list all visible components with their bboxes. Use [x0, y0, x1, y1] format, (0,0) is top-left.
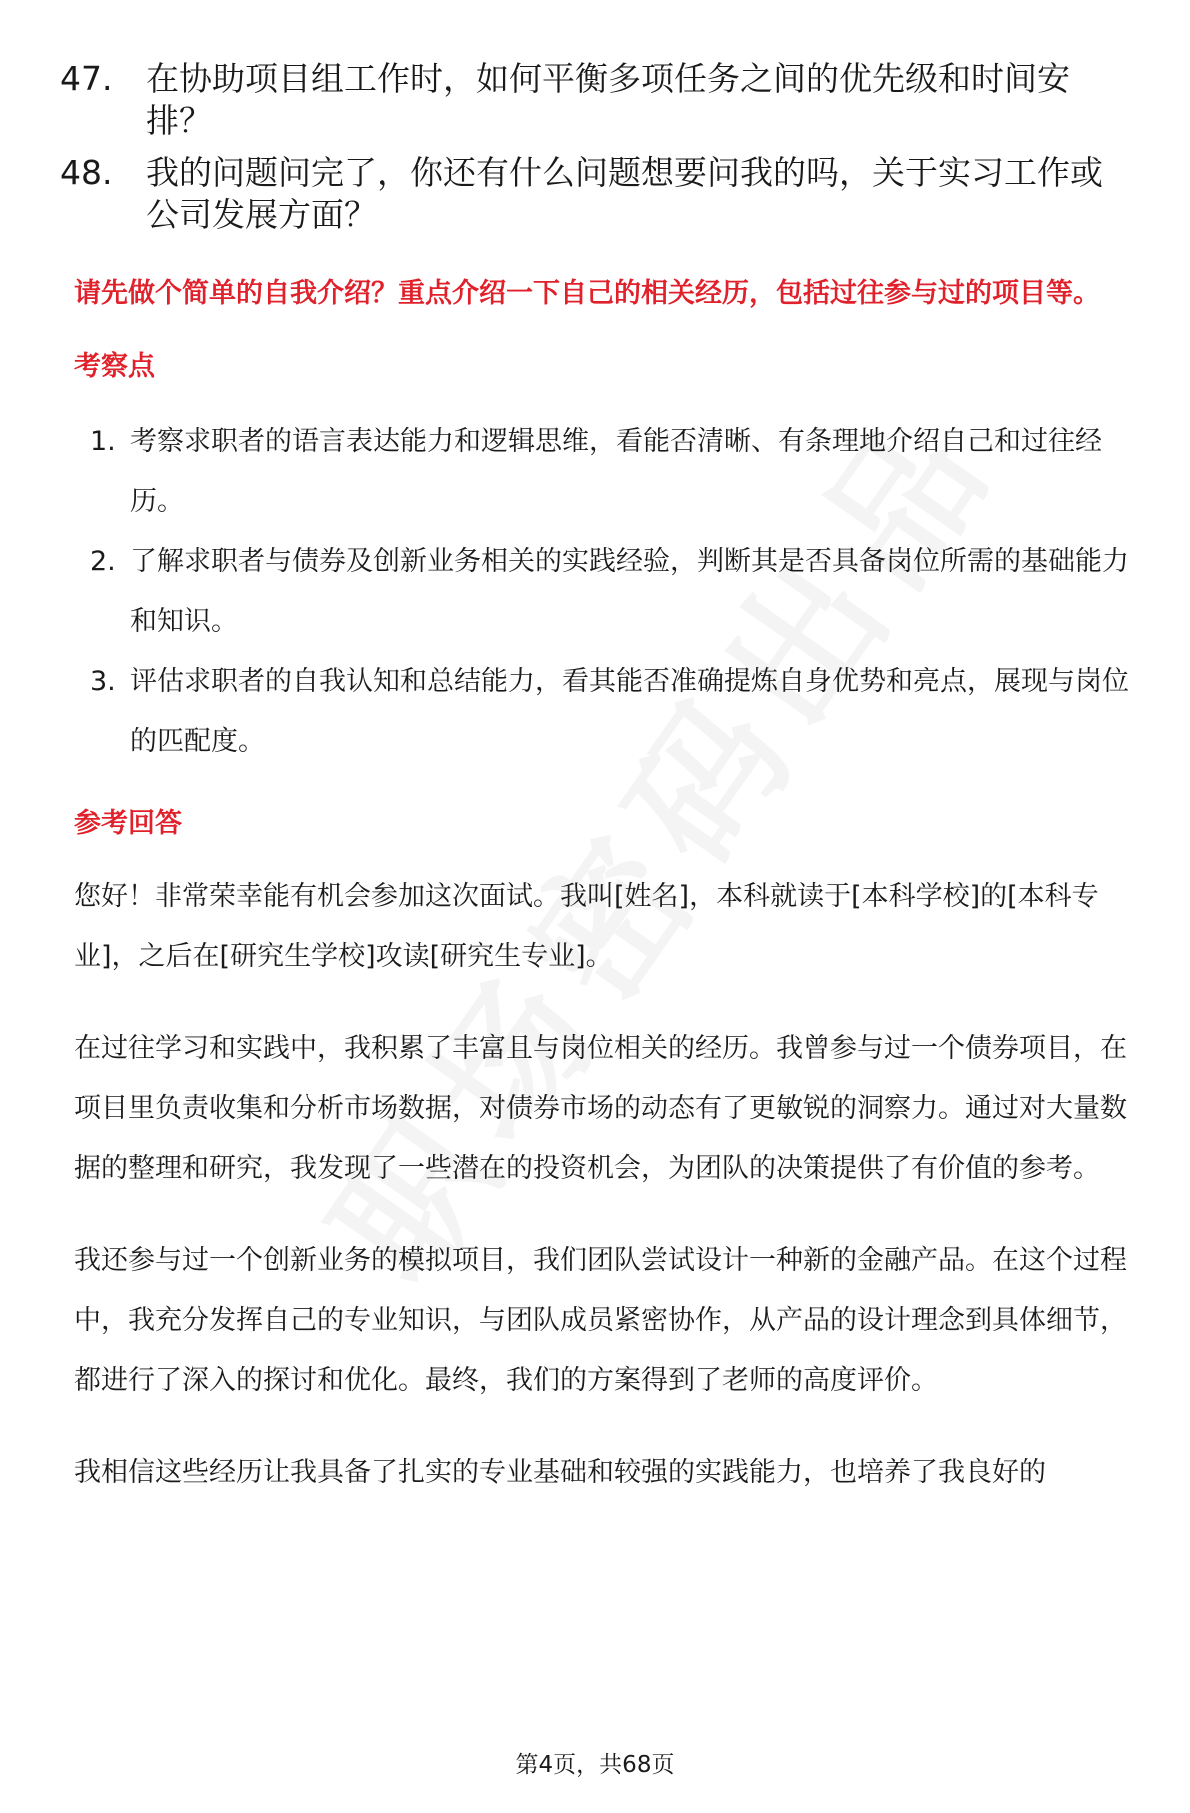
answer-paragraph: 您好！非常荣幸能有机会参加这次面试。我叫[姓名]，本科就读于[本科学校]的[本科专业]，之后在[研究生学校]攻读[研究生专业]。 — [74, 881, 1099, 972]
answer-paragraph: 我相信这些经历让我具备了扎实的专业基础和较强的实践能力，也培养了我良好的 — [74, 1457, 1046, 1488]
document-body — [0, 58, 1190, 1503]
focus-point-number: 3. — [90, 666, 116, 697]
main-question-heading: 请先做个简单的自我介绍？重点介绍一下自己的相关经历，包括过往参与过的项目等。 — [74, 278, 1100, 309]
focus-point-text: 了解求职者与债券及创新业务相关的实践经验，判断其是否具备岗位所需的基础能力和知识。 — [130, 546, 1129, 637]
answer-paragraph: 在过往学习和实践中，我积累了丰富且与岗位相关的经历。我曾参与过一个债券项目，在项目里负责收集和分析市场数据，对债券市场的动态有了更敏锐的洞察力。通过对大量数据的整理和研究，我发现了一些潜在的投资机会，为团队的决策提供了有价值的参考。 — [74, 1033, 1127, 1184]
page-footer: 第4页，共68页 — [515, 1752, 675, 1778]
question-number: 48. — [60, 153, 113, 192]
focus-points-list — [74, 412, 1130, 772]
question-item — [60, 152, 1130, 236]
focus-point-item — [74, 532, 1130, 652]
question-text: 我的问题问完了，你还有什么问题想要问我的吗，关于实习工作或公司发展方面？ — [146, 153, 1103, 234]
focus-point-text: 评估求职者的自我认知和总结能力，看其能否准确提炼自身优势和亮点，展现与岗位的匹配度。 — [130, 666, 1129, 757]
focus-point-number: 2. — [90, 546, 116, 577]
focus-point-number: 1. — [90, 426, 116, 457]
reference-answer-label: 参考回答 — [74, 808, 182, 839]
focus-point-item — [74, 412, 1130, 532]
focus-point-text: 考察求职者的语言表达能力和逻辑思维，看能否清晰、有条理地介绍自己和过往经历。 — [130, 426, 1102, 517]
question-list — [60, 58, 1130, 236]
question-text: 在协助项目组工作时，如何平衡多项任务之间的优先级和时间安排？ — [146, 59, 1070, 140]
answer-paragraph: 我还参与过一个创新业务的模拟项目，我们团队尝试设计一种新的金融产品。在这个过程中，我充分发挥自己的专业知识，与团队成员紧密协作，从产品的设计理念到具体细节，都进行了深入的探讨和优化。最终，我们的方案得到了老师的高度评价。 — [74, 1245, 1127, 1396]
question-number: 47. — [60, 59, 113, 98]
focus-point-item — [74, 652, 1130, 772]
focus-points-label: 考察点 — [74, 351, 155, 382]
question-item — [60, 58, 1130, 142]
